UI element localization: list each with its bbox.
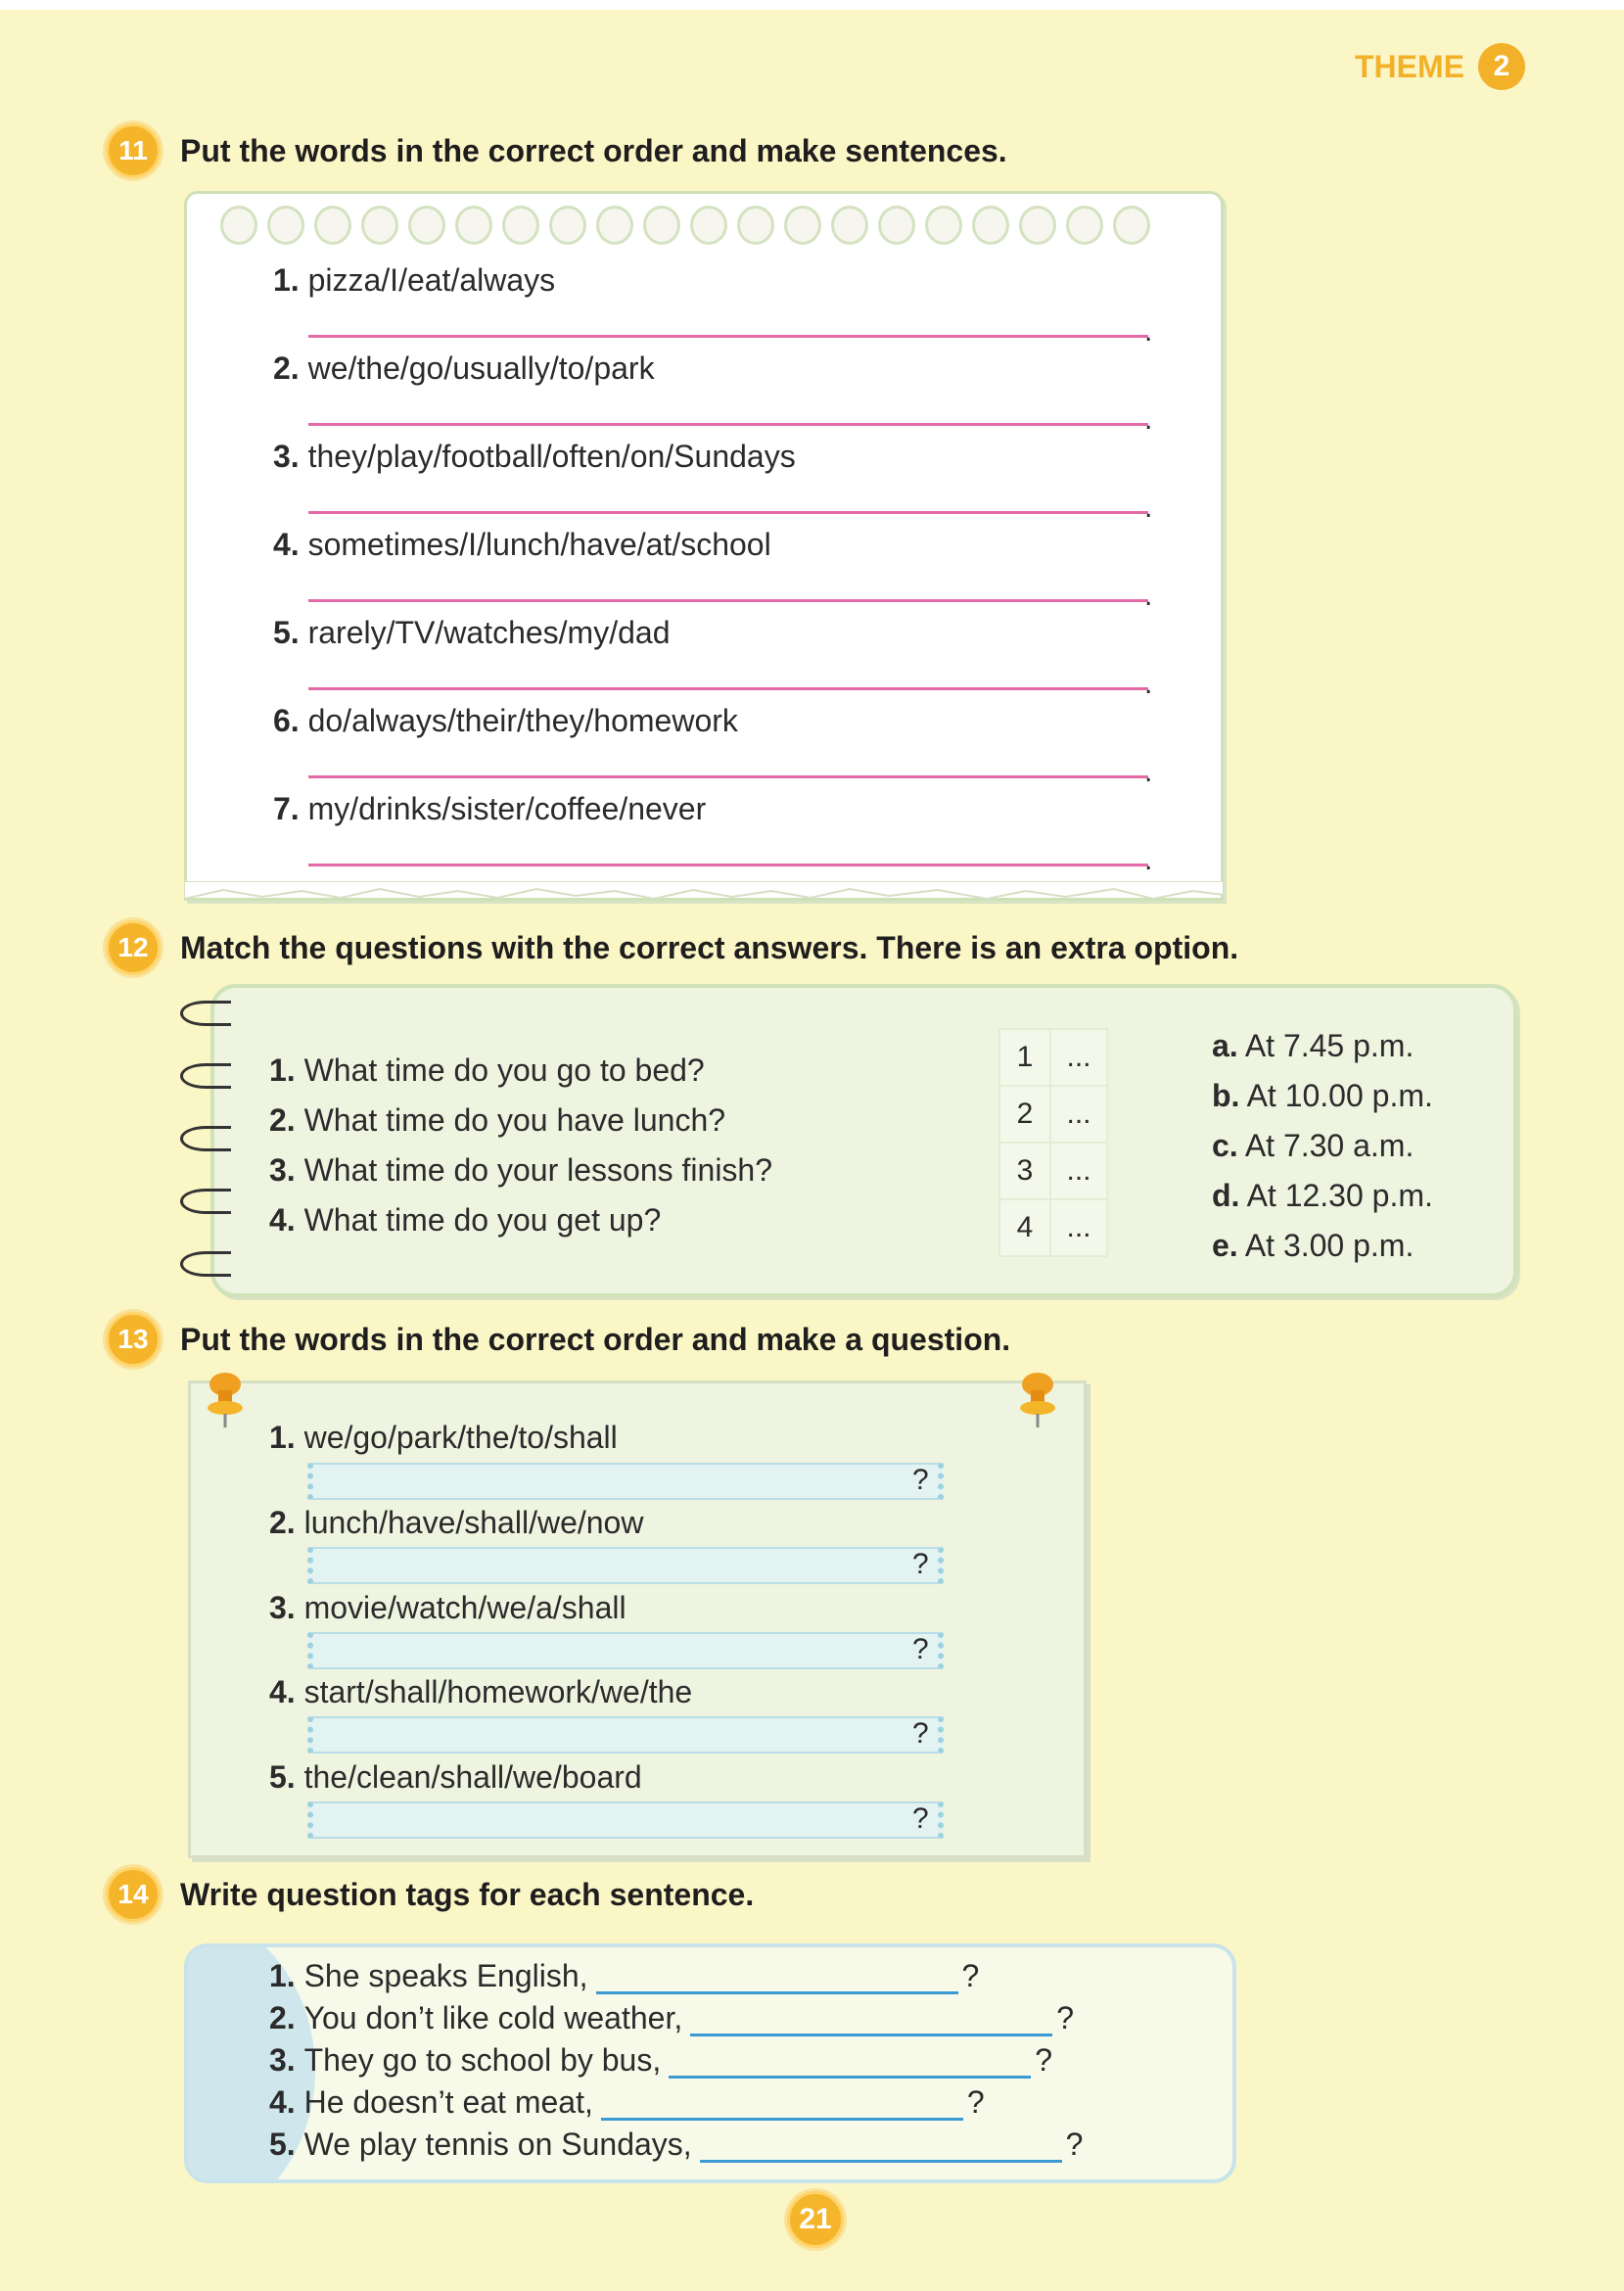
question-mark: ?: [912, 1717, 929, 1750]
ex11-item-2: 2. we/the/go/usually/to/park: [273, 351, 655, 386]
exercise-instruction: Write question tags for each sentence.: [180, 1876, 755, 1912]
exercise-number-badge: 13: [106, 1312, 161, 1367]
exercise-instruction: Match the questions with the correct answers. There is an extra option.: [180, 929, 1239, 965]
ex13-item-3: 3. movie/watch/we/a/shall: [269, 1590, 626, 1625]
ex14-answer-line-3[interactable]: [669, 2049, 1031, 2079]
ex13-item-5: 5. the/clean/shall/we/board: [269, 1759, 642, 1795]
ex11-answer-line-3[interactable]: [308, 511, 1148, 514]
exercise-12-heading: [106, 920, 1238, 975]
line-end-period: .: [1144, 844, 1153, 876]
ex14-item-2: 2. You don’t like cold weather, ?: [269, 2000, 1075, 2035]
ex14-item-3: 3. They go to school by bus, ?: [269, 2042, 1053, 2078]
exercise-13-heading: [106, 1312, 1010, 1367]
binder-ring: [180, 1126, 231, 1151]
binder-ring: [180, 1001, 231, 1026]
exercise-number-badge: 12: [106, 920, 161, 975]
ex13-item-4: 4. start/shall/homework/we/the: [269, 1674, 693, 1709]
grid-number: 3: [999, 1143, 1050, 1199]
ex11-item-4: 4. sometimes/I/lunch/have/at/school: [273, 527, 771, 562]
ex11-answer-line-1[interactable]: [308, 335, 1148, 338]
ex14-item-5: 5. We play tennis on Sundays, ?: [269, 2127, 1084, 2162]
ex12-question-3: 3. What time do your lessons finish?: [269, 1152, 773, 1188]
exercise-instruction: Put the words in the correct order and make sentences.: [180, 132, 1007, 168]
ex12-question-2: 2. What time do you have lunch?: [269, 1102, 726, 1138]
ex11-answer-line-4[interactable]: [308, 599, 1148, 602]
torn-paper-edge: [184, 881, 1224, 911]
line-end-period: .: [1144, 491, 1153, 524]
ex13-answer-field-1[interactable]: [307, 1463, 944, 1500]
ex11-answer-line-6[interactable]: [308, 775, 1148, 778]
exercise-11-heading: [106, 123, 1007, 178]
ex11-answer-line-2[interactable]: [308, 423, 1148, 426]
notebook-spiral-holes: [220, 206, 1150, 245]
grid-answer-blank[interactable]: ...: [1050, 1029, 1107, 1086]
ex12-answer-e: e. At 3.00 p.m.: [1212, 1228, 1415, 1263]
spiral-hole: [220, 206, 257, 245]
spiral-hole: [643, 206, 680, 245]
spiral-hole: [549, 206, 586, 245]
spiral-hole: [314, 206, 351, 245]
line-end-period: .: [1144, 315, 1153, 348]
spiral-hole: [408, 206, 445, 245]
spiral-hole: [1019, 206, 1056, 245]
grid-number: 4: [999, 1199, 1050, 1256]
exercise-number-badge: 14: [106, 1867, 161, 1922]
ex11-item-3: 3. they/play/football/often/on/Sundays: [273, 439, 796, 474]
spiral-hole: [831, 206, 868, 245]
grid-number: 2: [999, 1086, 1050, 1143]
pushpin-icon: [206, 1371, 245, 1429]
ex11-item-6: 6. do/always/their/they/homework: [273, 703, 738, 738]
ex12-question-1: 1. What time do you go to bed?: [269, 1052, 705, 1088]
line-end-period: .: [1144, 668, 1153, 700]
grid-number: 1: [999, 1029, 1050, 1086]
spiral-hole: [267, 206, 304, 245]
spiral-hole: [361, 206, 398, 245]
ex13-answer-field-5[interactable]: [307, 1801, 944, 1839]
ex14-item-1: 1. She speaks English, ?: [269, 1958, 980, 1993]
spiral-hole: [502, 206, 539, 245]
line-end-period: .: [1144, 756, 1153, 788]
spiral-hole: [1066, 206, 1103, 245]
ex14-answer-line-4[interactable]: [601, 2091, 963, 2121]
ex13-item-1: 1. we/go/park/the/to/shall: [269, 1420, 618, 1455]
pushpin-icon: [1018, 1371, 1057, 1429]
spiral-hole: [690, 206, 727, 245]
ex14-item-4: 4. He doesn’t eat meat, ?: [269, 2084, 985, 2120]
notebook-card: [184, 191, 1224, 901]
grid-answer-blank[interactable]: ...: [1050, 1199, 1107, 1256]
question-mark: ?: [912, 1464, 929, 1496]
ex14-answer-line-2[interactable]: [690, 2007, 1052, 2036]
ex12-answer-d: d. At 12.30 p.m.: [1212, 1178, 1433, 1213]
ex13-answer-field-2[interactable]: [307, 1547, 944, 1584]
spiral-hole: [925, 206, 962, 245]
ex13-answer-field-3[interactable]: [307, 1632, 944, 1669]
ex12-question-4: 4. What time do you get up?: [269, 1202, 662, 1238]
question-mark: ?: [912, 1548, 929, 1580]
spiral-hole: [737, 206, 774, 245]
binder-ring: [180, 1189, 231, 1214]
ex13-answer-field-4[interactable]: [307, 1716, 944, 1753]
exercise-14-heading: [106, 1867, 754, 1922]
ex13-item-2: 2. lunch/have/shall/we/now: [269, 1505, 644, 1540]
line-end-period: .: [1144, 580, 1153, 612]
grid-answer-blank[interactable]: ...: [1050, 1086, 1107, 1143]
spiral-hole: [455, 206, 492, 245]
ex11-answer-line-5[interactable]: [308, 687, 1148, 690]
theme-label: [1355, 43, 1525, 90]
page-top-strip: [0, 0, 1624, 10]
grid-row: [999, 1029, 1107, 1086]
line-end-period: .: [1144, 403, 1153, 436]
exercise-number-badge: 11: [106, 123, 161, 178]
spiral-hole: [784, 206, 821, 245]
spiral-hole: [1113, 206, 1150, 245]
question-mark: ?: [912, 1802, 929, 1835]
exercise-instruction: Put the words in the correct order and make a question.: [180, 1321, 1011, 1357]
ex11-item-5: 5. rarely/TV/watches/my/dad: [273, 615, 671, 650]
ex12-answer-b: b. At 10.00 p.m.: [1212, 1078, 1433, 1113]
theme-text: THEME: [1355, 48, 1464, 84]
ex11-answer-line-7[interactable]: [308, 864, 1148, 866]
ex14-answer-line-5[interactable]: [700, 2133, 1062, 2163]
ex12-answer-c: c. At 7.30 a.m.: [1212, 1128, 1415, 1163]
match-answer-grid: [998, 1028, 1108, 1257]
ex11-item-1: 1. pizza/I/eat/always: [273, 262, 556, 298]
spiral-hole: [878, 206, 915, 245]
ex12-answer-a: a. At 7.45 p.m.: [1212, 1028, 1415, 1063]
ex14-answer-line-1[interactable]: [596, 1965, 958, 1994]
spiral-hole: [596, 206, 633, 245]
spiral-hole: [972, 206, 1009, 245]
page-number-badge: 21: [787, 2191, 844, 2248]
ex11-item-7: 7. my/drinks/sister/coffee/never: [273, 791, 707, 826]
question-mark: ?: [912, 1633, 929, 1665]
grid-row: [999, 1199, 1107, 1256]
grid-row: [999, 1143, 1107, 1199]
binder-ring: [180, 1063, 231, 1089]
binder-ring: [180, 1251, 231, 1277]
grid-answer-blank[interactable]: ...: [1050, 1143, 1107, 1199]
theme-number-badge: 2: [1478, 43, 1525, 90]
grid-row: [999, 1086, 1107, 1143]
